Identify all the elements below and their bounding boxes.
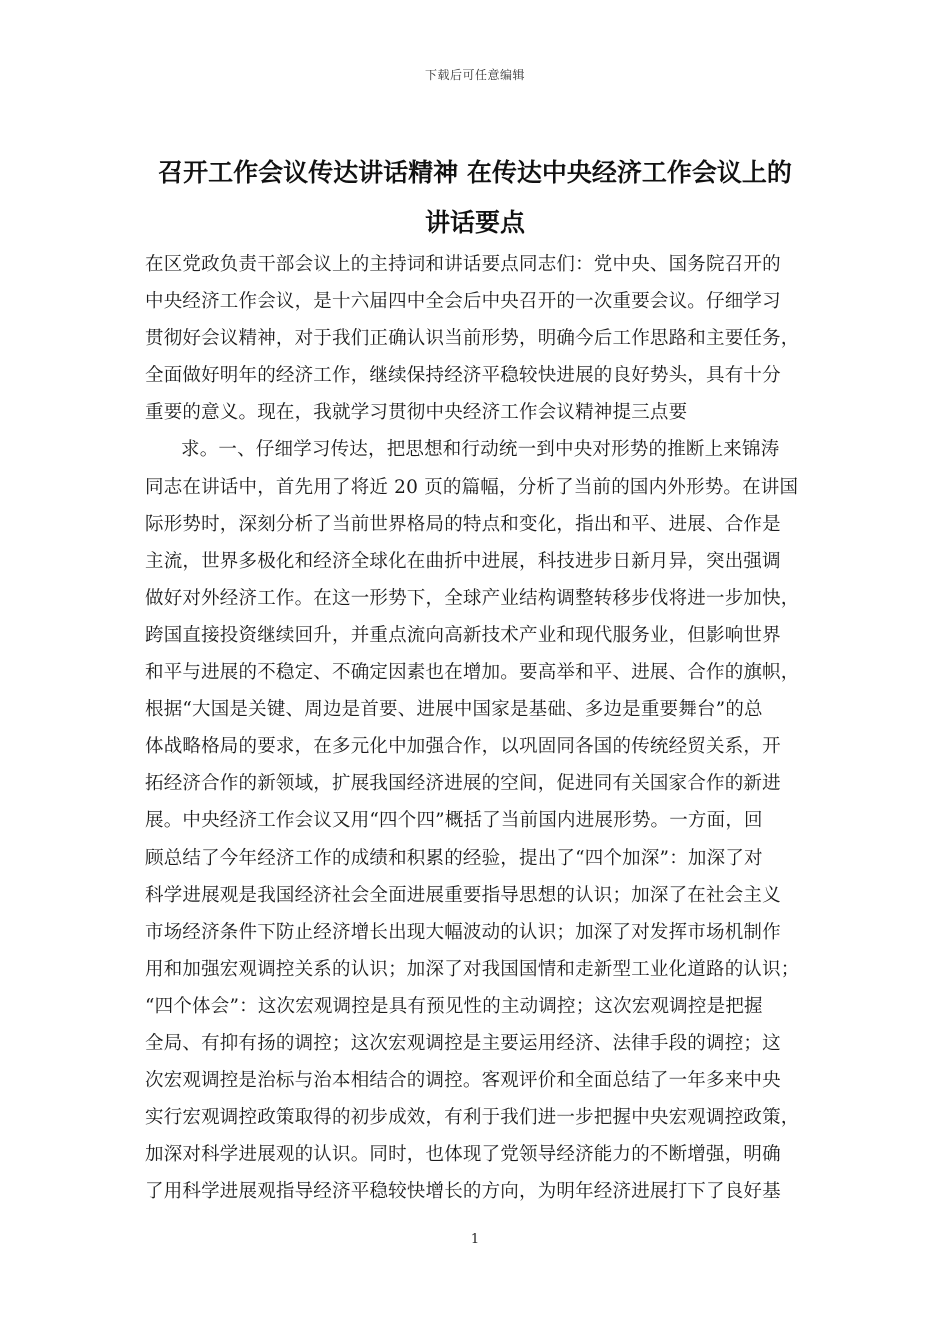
body-line: 顾总结了今年经济工作的成绩和积累的经验，提出了“四个加深”：加深了对 — [145, 847, 763, 869]
page-header: 下载后可任意编辑 — [424, 68, 525, 82]
document-title-line-1: 召开工作会议传达讲话精神 在传达中央经济工作会议上的 — [158, 158, 792, 187]
page-number: 1 — [470, 1232, 480, 1247]
body-line: 重要的意义。现在，我就学习贯彻中央经济工作会议精神提三点要 — [145, 402, 688, 424]
body-line: 和平与进展的不稳定、不确定因素也在增加。要高举和平、进展、合作的旗帜， — [145, 662, 800, 684]
body-line: 了用科学进展观指导经济平稳较快增长的方向，为明年经济进展打下了良好基 — [145, 1181, 781, 1203]
body-line: 全局、有抑有扬的调控；这次宏观调控是主要运用经济、法律手段的调控；这 — [145, 1032, 781, 1054]
body-line: 科学进展观是我国经济社会全面进展重要指导思想的认识；加深了在社会主义 — [145, 884, 781, 906]
body-line: 市场经济条件下防止经济增长出现大幅波动的认识；加深了对发挥市场机制作 — [145, 921, 781, 943]
body-line: 全面做好明年的经济工作，继续保持经济平稳较快进展的良好势头，具有十分 — [145, 365, 781, 387]
body-line: 用和加强宏观调控关系的认识；加深了对我国国情和走新型工业化道路的认识； — [145, 958, 800, 980]
body-line: 同志在讲话中，首先用了将近 20 页的篇幅，分析了当前的国内外形势。在讲国 — [145, 476, 799, 498]
body-line: 贯彻好会议精神，对于我们正确认识当前形势，明确今后工作思路和主要任务， — [145, 328, 800, 350]
body-line: “四个体会”：这次宏观调控是具有预见性的主动调控；这次宏观调控是把握 — [145, 995, 763, 1017]
body-line: 在区党政负责干部会议上的主持词和讲话要点同志们：党中央、国务院召开的 — [145, 254, 781, 275]
body-text — [145, 246, 825, 1210]
body-line: 根据“大国是关键、周边是首要、进展中国家是基础、多边是重要舞台”的总 — [145, 699, 763, 721]
body-line: 体战略格局的要求，在多元化中加强合作，以巩固同各国的传统经贸关系，开 — [145, 736, 781, 758]
document-title-line-2: 讲话要点 — [424, 208, 525, 237]
body-line: 次宏观调控是治标与治本相结合的调控。客观评价和全面总结了一年多来中央 — [145, 1070, 781, 1092]
body-line: 主流，世界多极化和经济全球化在曲折中进展，科技进步日新月异，突出强调 — [145, 550, 781, 572]
body-line: 实行宏观调控政策取得的初步成效，有利于我们进一步把握中央宏观调控政策， — [145, 1107, 800, 1129]
body-line: 加深对科学进展观的认识。同时，也体现了党领导经济能力的不断增强，明确 — [145, 1144, 781, 1166]
body-line: 跨国直接投资继续回升，并重点流向高新技术产业和现代服务业，但影响世界 — [145, 624, 781, 646]
body-line: 际形势时，深刻分析了当前世界格局的特点和变化，指出和平、进展、合作是 — [145, 513, 781, 535]
body-line: 拓经济合作的新领域，扩展我国经济进展的空间，促进同有关国家合作的新进 — [145, 773, 781, 795]
body-line: 求。一、仔细学习传达，把思想和行动统一到中央对形势的推断上来锦涛 — [181, 439, 780, 461]
body-line: 展。中央经济工作会议又用“四个四”概括了当前国内进展形势。一方面，回 — [145, 810, 763, 832]
body-line: 做好对外经济工作。在这一形势下，全球产业结构调整转移步伐将进一步加快， — [145, 587, 800, 609]
body-line: 中央经济工作会议，是十六届四中全会后中央召开的一次重要会议。仔细学习 — [145, 291, 781, 313]
